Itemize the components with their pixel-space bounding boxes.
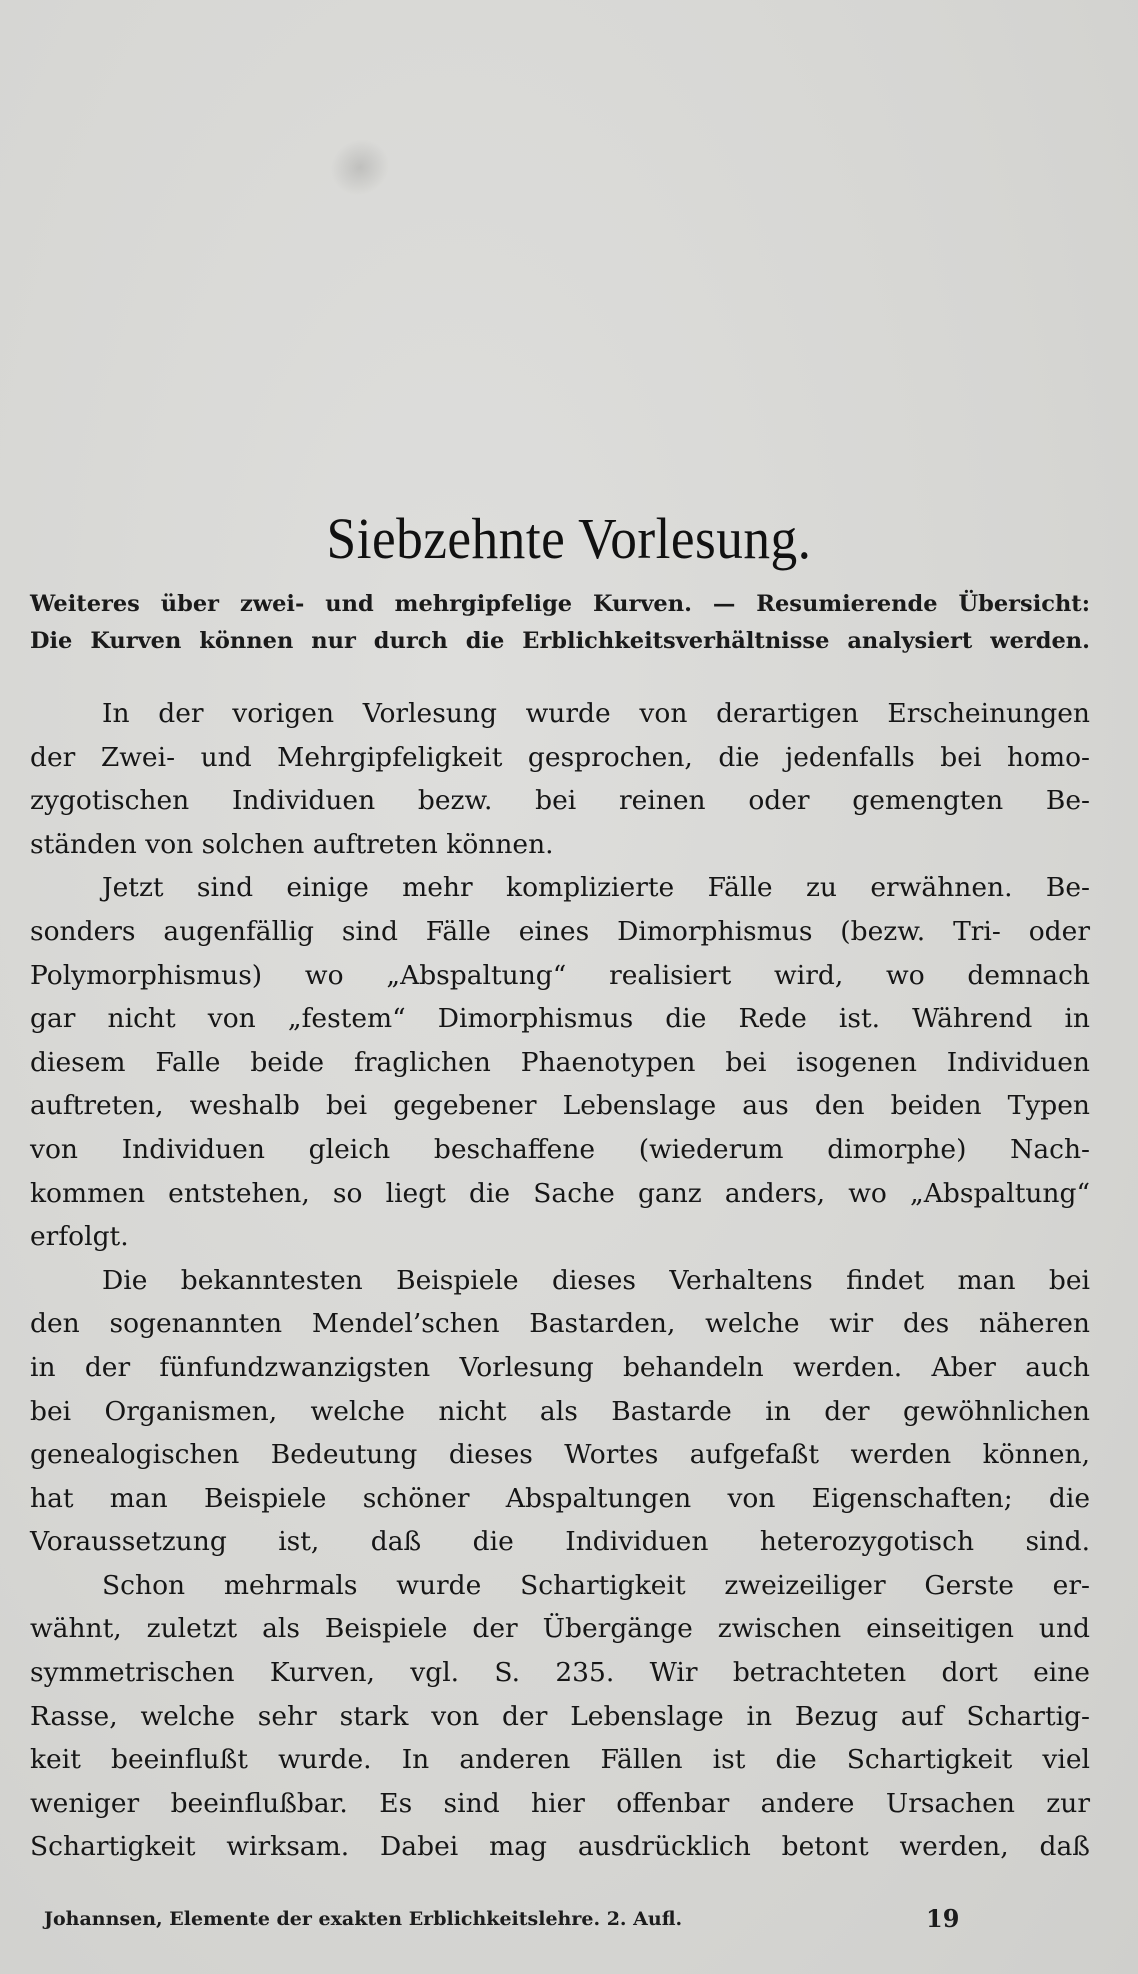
chapter-title: Siebzehnte Vorlesung.	[326, 506, 812, 571]
body-line: Polymorphismus) wo „Abspaltung“ realisiert wird, wo demnach	[30, 959, 1090, 991]
body-line: genealogischen Bedeutung dieses Wortes aufgefaßt werden können,	[30, 1439, 1090, 1471]
body-line: hat man Beispiele schöner Abspaltungen von Eigenschaften; die	[30, 1482, 1090, 1514]
body-line: kommen entstehen, so liegt die Sache ganz anders, wo „Abspaltung“	[30, 1177, 1090, 1209]
body-line: sonders augenfällig sind Fälle eines Dimorphismus (bezw. Tri- oder	[30, 915, 1090, 947]
body-line: zygotischen Individuen bezw. bei reinen oder gemengten Be-	[30, 785, 1090, 817]
body-line: Rasse, welche sehr stark von der Lebenslage in Bezug auf Schartig-	[30, 1700, 1090, 1732]
body-line: Die bekanntesten Beispiele dieses Verhaltens findet man bei	[102, 1264, 1090, 1296]
footer-source: Johannsen, Elemente der exakten Erblichkeitslehre. 2. Aufl.	[44, 1908, 683, 1930]
body-line: ständen von solchen auftreten können.	[30, 828, 554, 860]
body-line: gar nicht von „festem“ Dimorphismus die Rede ist. Während in	[30, 1003, 1090, 1035]
body-line: der Zwei- und Mehrgipfeligkeit gesprochen, die jedenfalls bei homo-	[30, 741, 1090, 773]
page-footer	[44, 1904, 1094, 1933]
body-line: keit beeinflußt wurde. In anderen Fällen ist die Schartigkeit viel	[30, 1744, 1090, 1776]
body-text	[30, 692, 1090, 1869]
body-line: Schartigkeit wirksam. Dabei mag ausdrücklich betont werden, daß	[30, 1831, 1090, 1863]
body-line: auftreten, weshalb bei gegebener Lebenslage aus den beiden Typen	[30, 1090, 1090, 1122]
chapter-summary	[30, 586, 1090, 660]
body-line: Voraussetzung ist, daß die Individuen heterozygotisch sind.	[30, 1526, 1090, 1558]
body-line: diesem Falle beide fraglichen Phaenotypen bei isogenen Individuen	[30, 1046, 1090, 1078]
page-number: 19	[926, 1904, 960, 1933]
body-line: weniger beeinflußbar. Es sind hier offenbar andere Ursachen zur	[30, 1787, 1090, 1819]
summary-line: Weiteres über zwei- und mehrgipfelige Kurven. — Resumierende Übersicht:	[30, 591, 1090, 617]
body-line: in der fünfundzwanzigsten Vorlesung behandeln werden. Aber auch	[30, 1351, 1090, 1383]
body-line: In der vorigen Vorlesung wurde von derartigen Erscheinungen	[102, 698, 1090, 729]
paper-smudge	[320, 129, 399, 207]
body-line: Jetzt sind einige mehr komplizierte Fälle zu erwähnen. Be-	[102, 872, 1090, 904]
summary-line: Die Kurven können nur durch die Erblichkeitsverhältnisse analysiert werden.	[30, 628, 1090, 654]
body-line: wähnt, zuletzt als Beispiele der Übergänge zwischen einseitigen und	[30, 1613, 1090, 1645]
body-line: von Individuen gleich beschaffene (wiederum dimorphe) Nach-	[30, 1133, 1090, 1165]
body-line: erfolgt.	[30, 1221, 129, 1253]
body-line: den sogenannten Mendel’schen Bastarden, welche wir des näheren	[30, 1308, 1090, 1340]
body-line: bei Organismen, welche nicht als Bastarde in der gewöhnlichen	[30, 1395, 1090, 1427]
body-line: Schon mehrmals wurde Schartigkeit zweizeiliger Gerste er-	[102, 1569, 1090, 1601]
body-line: symmetrischen Kurven, vgl. S. 235. Wir betrachteten dort eine	[30, 1657, 1090, 1689]
